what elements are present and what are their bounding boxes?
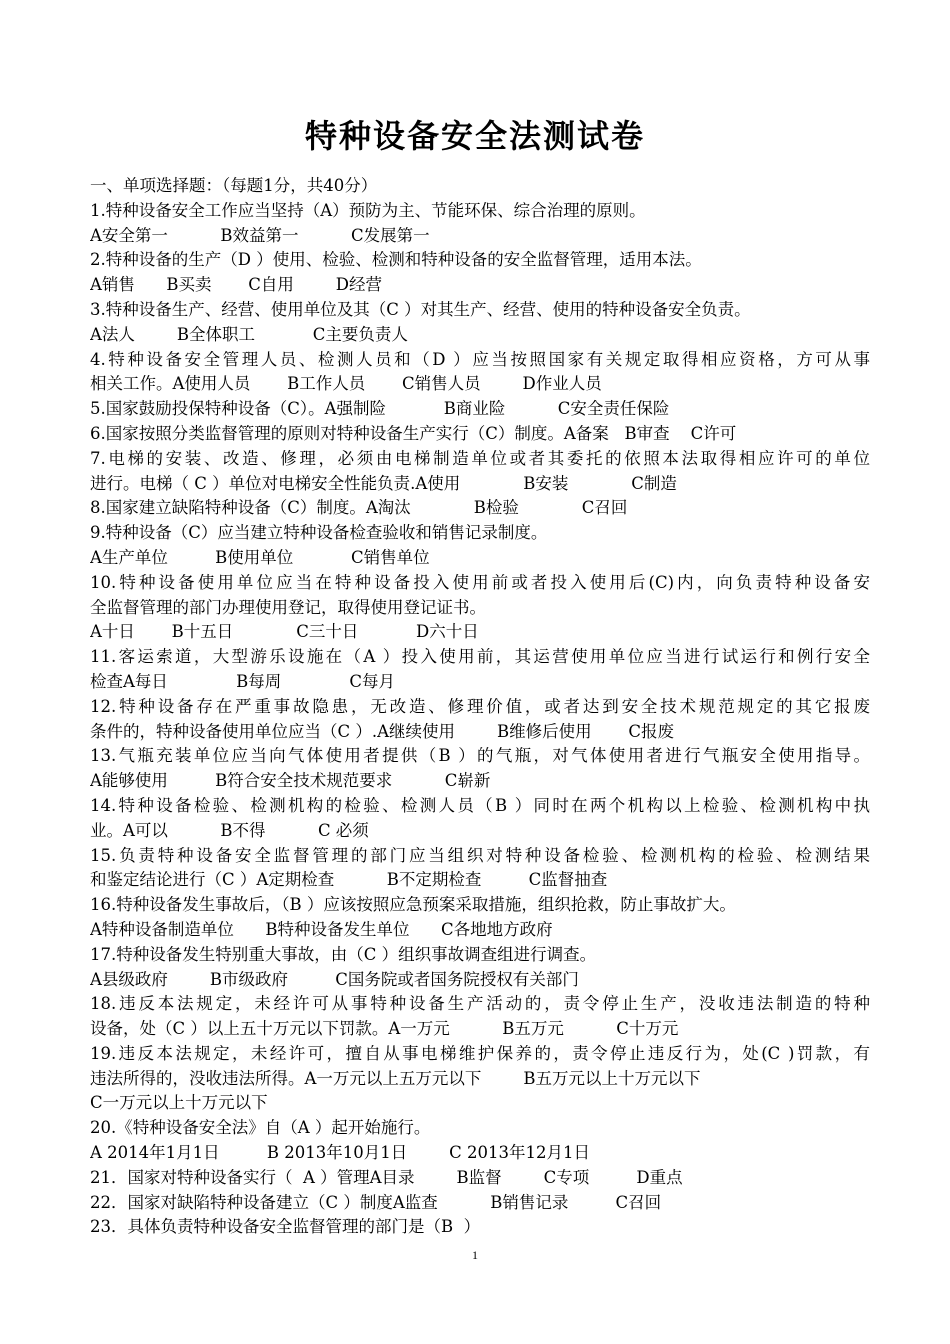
- text-line: A县级政府 B市级政府 C国务院或者国务院授权有关部门: [90, 969, 579, 989]
- text-line: A十日 B十五日 C三十日 D六十日: [90, 622, 479, 642]
- text-line: 13.气瓶充装单位应当向气体使用者提供（B ）的气瓶，对气体使用者进行气瓶安全使用指导。: [90, 746, 870, 766]
- text-line: 条件的，特种设备使用单位应当（C ）.A继续使用 B维修后使用 C报废: [90, 721, 674, 741]
- text-line: 23．具体负责特种设备安全监督管理的部门是（B ）: [90, 1217, 481, 1237]
- text-line: 业。A可以 B不得 C 必须: [90, 820, 369, 840]
- text-line: 检查A每日 B每周 C每月: [90, 671, 396, 691]
- document-title: 特种设备安全法测试卷: [304, 117, 645, 155]
- text-line: A法人 B全体职工 C主要负责人: [90, 324, 408, 344]
- text-line: 和鉴定结论进行（C ）A定期检查 B不定期检查 C监督抽查: [90, 870, 608, 890]
- text-line: 进行。电梯（ C ）单位对电梯安全性能负责.A使用 B安装 C制造: [90, 473, 677, 493]
- text-line: 18.违反本法规定，未经许可从事特种设备生产活动的，责令停止生产，没收违法制造的特种: [90, 994, 870, 1014]
- text-line: A特种设备制造单位 B特种设备发生单位 C各地地方政府: [90, 919, 553, 939]
- text-line: 1.特种设备安全工作应当坚持（A）预防为主、节能环保、综合治理的原则。: [90, 200, 646, 220]
- text-line: 设备，处（C ）以上五十万元以下罚款。A一万元 B五万元 C十万元: [90, 1019, 679, 1039]
- text-line: 12.特种设备存在严重事故隐患，无改造、修理价值，或者达到安全技术规范规定的其它报废: [90, 696, 870, 716]
- text-line: 10.特种设备使用单位应当在特种设备投入使用前或者投入使用后(C)内，向负责特种设备安: [90, 572, 870, 592]
- text-line: 2.特种设备的生产（D ）使用、检验、检测和特种设备的安全监督管理，适用本法。: [90, 250, 702, 270]
- text-line: A 2014年1月1日 B 2013年10月1日 C 2013年12月1日: [90, 1143, 591, 1163]
- text-line: 全监督管理的部门办理使用登记，取得使用登记证书。: [90, 597, 486, 617]
- text-line: 20.《特种设备安全法》自（A ）起开始施行。: [90, 1118, 431, 1138]
- text-line: 违法所得的，没收违法所得。A一万元以上五万元以下 B五万元以上十万元以下: [90, 1068, 701, 1088]
- text-line: 22．国家对缺陷特种设备建立（C ）制度A监查 B销售记录 C召回: [90, 1192, 662, 1212]
- text-line: A安全第一 B效益第一 C发展第一: [90, 225, 430, 245]
- text-line: 14.特种设备检验、检测机构的检验、检测人员（B ）同时在两个机构以上检验、检测机构中执: [90, 795, 870, 815]
- text-line: A能够使用 B符合安全技术规范要求 C崭新: [90, 771, 491, 791]
- text-line: 5.国家鼓励投保特种设备（C）。A强制险 B商业险 C安全责任保险: [90, 399, 670, 419]
- text-line: 19.违反本法规定，未经许可，擅自从事电梯维护保养的，责令停止违反行为，处(C )罚款，有: [90, 1043, 870, 1063]
- text-line: 3.特种设备生产、经营、使用单位及其（C ）对其生产、经营、使用的特种设备安全负责。: [90, 299, 751, 319]
- text-line: 11.客运索道，大型游乐设施在（A ）投入使用前，其运营使用单位应当进行试运行和例行安全: [90, 647, 870, 667]
- text-line: 4.特种设备安全管理人员、检测人员和（D ）应当按照国家有关规定取得相应资格，方可从事: [90, 349, 870, 369]
- text-line: 16.特种设备发生事故后，（B ）应该按照应急预案采取措施，组织抢救，防止事故扩大。: [90, 895, 736, 915]
- text-line: 7.电梯的安装、改造、修理，必须由电梯制造单位或者其委托的依照本法取得相应许可的单位: [90, 448, 870, 468]
- text-line: 相关工作。A使用人员 B工作人员 C销售人员 D作业人员: [90, 374, 602, 394]
- text-line: 9.特种设备（C）应当建立特种设备检查验收和销售记录制度。: [90, 523, 548, 543]
- text-line: 21．国家对特种设备实行（ A ）管理A目录 B监督 C专项 D重点: [90, 1167, 683, 1187]
- text-line: A生产单位 B使用单位 C销售单位: [90, 547, 430, 567]
- text-line: 15.负责特种设备安全监督管理的部门应当组织对特种设备检验、检测机构的检验、检测结果: [90, 845, 870, 865]
- text-line: 17.特种设备发生特别重大事故，由（C ）组织事故调查组进行调查。: [90, 944, 597, 964]
- text-line: 一、单项选择题：（每题1分，共40分）: [90, 176, 378, 195]
- document-body: [90, 174, 870, 1240]
- text-line: C一万元以上十万元以下: [90, 1093, 268, 1113]
- text-line: 8.国家建立缺陷特种设备（C）制度。A淘汰 B检验 C召回: [90, 498, 628, 518]
- text-line: 6.国家按照分类监督管理的原则对特种设备生产实行（C）制度。A备案 B审查 C许可: [90, 423, 737, 443]
- page-number: 1: [472, 1248, 478, 1262]
- text-line: A销售 B买卖 C自用 D经营: [90, 275, 383, 295]
